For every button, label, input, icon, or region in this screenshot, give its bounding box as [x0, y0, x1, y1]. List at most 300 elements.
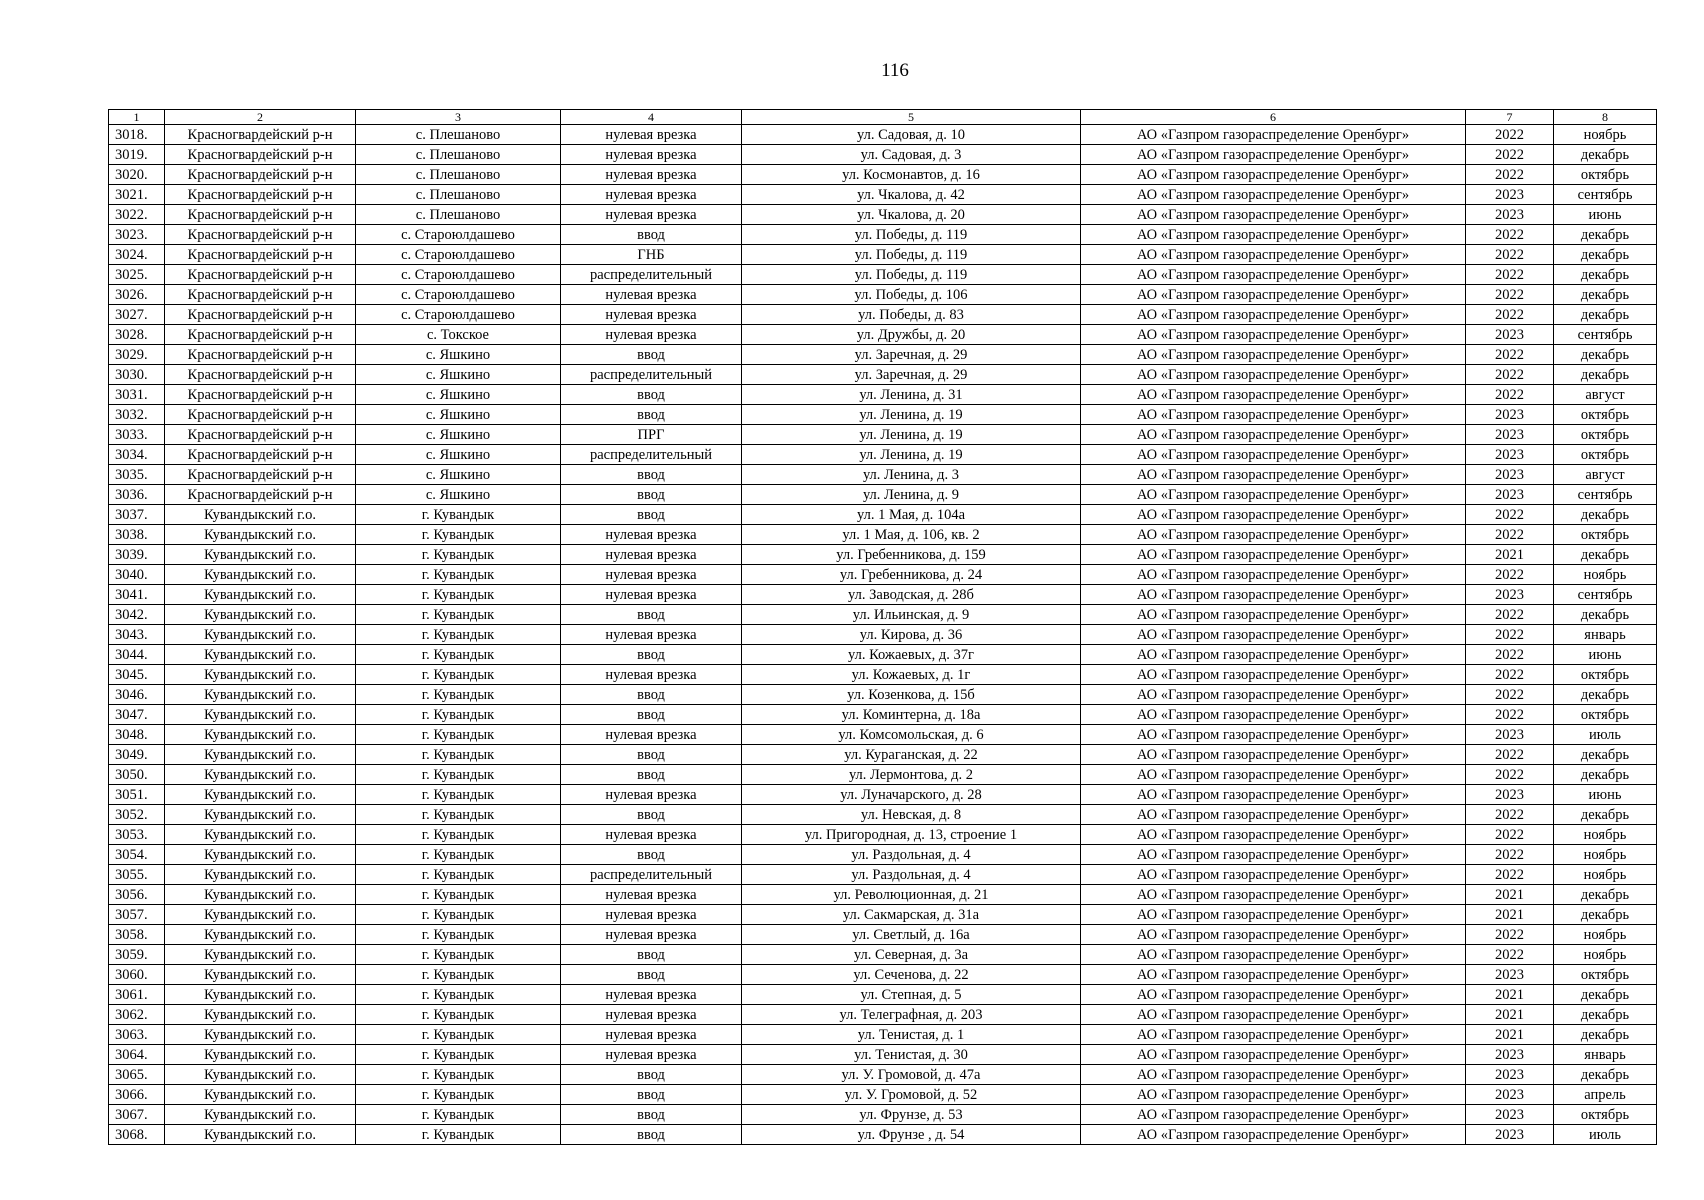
district-cell: Кувандыкский г.о.: [165, 1005, 356, 1025]
organization-cell: АО «Газпром газораспределение Оренбург»: [1081, 405, 1466, 425]
address-cell: ул. Раздольная, д. 4: [742, 865, 1081, 885]
district-cell: Красногвардейский р-н: [165, 465, 356, 485]
month-cell: декабрь: [1554, 605, 1657, 625]
table-row: [109, 1025, 1657, 1045]
district-cell: Красногвардейский р-н: [165, 165, 356, 185]
settlement-cell: с. Яшкино: [356, 345, 561, 365]
work-type-cell: нулевая врезка: [561, 305, 742, 325]
table-row: [109, 265, 1657, 285]
month-cell: ноябрь: [1554, 825, 1657, 845]
month-cell: январь: [1554, 625, 1657, 645]
address-cell: ул. Ленина, д. 9: [742, 485, 1081, 505]
row-number-cell: 3042.: [109, 605, 165, 625]
work-type-cell: нулевая врезка: [561, 185, 742, 205]
work-type-cell: ввод: [561, 1125, 742, 1145]
settlement-cell: г. Кувандык: [356, 565, 561, 585]
year-cell: 2022: [1466, 765, 1554, 785]
district-cell: Кувандыкский г.о.: [165, 905, 356, 925]
organization-cell: АО «Газпром газораспределение Оренбург»: [1081, 1045, 1466, 1065]
month-cell: октябрь: [1554, 405, 1657, 425]
district-cell: Кувандыкский г.о.: [165, 845, 356, 865]
address-cell: ул. Ленина, д. 31: [742, 385, 1081, 405]
organization-cell: АО «Газпром газораспределение Оренбург»: [1081, 685, 1466, 705]
organization-cell: АО «Газпром газораспределение Оренбург»: [1081, 505, 1466, 525]
district-cell: Красногвардейский р-н: [165, 305, 356, 325]
address-cell: ул. Северная, д. 3а: [742, 945, 1081, 965]
work-type-cell: ввод: [561, 345, 742, 365]
year-cell: 2023: [1466, 185, 1554, 205]
row-number-cell: 3043.: [109, 625, 165, 645]
settlement-cell: с. Староюлдашево: [356, 285, 561, 305]
organization-cell: АО «Газпром газораспределение Оренбург»: [1081, 545, 1466, 565]
address-cell: ул. Фрунзе , д. 54: [742, 1125, 1081, 1145]
row-number-cell: 3027.: [109, 305, 165, 325]
settlement-cell: г. Кувандык: [356, 625, 561, 645]
year-cell: 2022: [1466, 225, 1554, 245]
settlement-cell: г. Кувандык: [356, 985, 561, 1005]
settlement-cell: г. Кувандык: [356, 1105, 561, 1125]
settlement-cell: с. Староюлдашево: [356, 305, 561, 325]
month-cell: ноябрь: [1554, 925, 1657, 945]
work-type-cell: ввод: [561, 805, 742, 825]
address-cell: ул. У. Громовой, д. 52: [742, 1085, 1081, 1105]
work-type-cell: распределительный: [561, 865, 742, 885]
work-type-cell: нулевая врезка: [561, 125, 742, 145]
table-row: [109, 985, 1657, 1005]
year-cell: 2022: [1466, 605, 1554, 625]
table-row: [109, 825, 1657, 845]
year-cell: 2022: [1466, 365, 1554, 385]
district-cell: Красногвардейский р-н: [165, 225, 356, 245]
month-cell: декабрь: [1554, 805, 1657, 825]
row-number-cell: 3068.: [109, 1125, 165, 1145]
month-cell: апрель: [1554, 1085, 1657, 1105]
row-number-cell: 3064.: [109, 1045, 165, 1065]
month-cell: июнь: [1554, 205, 1657, 225]
district-cell: Кувандыкский г.о.: [165, 705, 356, 725]
organization-cell: АО «Газпром газораспределение Оренбург»: [1081, 245, 1466, 265]
address-cell: ул. Победы, д. 106: [742, 285, 1081, 305]
table-row: [109, 585, 1657, 605]
organization-cell: АО «Газпром газораспределение Оренбург»: [1081, 325, 1466, 345]
row-number-cell: 3032.: [109, 405, 165, 425]
organization-cell: АО «Газпром газораспределение Оренбург»: [1081, 305, 1466, 325]
organization-cell: АО «Газпром газораспределение Оренбург»: [1081, 665, 1466, 685]
address-cell: ул. Телеграфная, д. 203: [742, 1005, 1081, 1025]
district-cell: Кувандыкский г.о.: [165, 825, 356, 845]
organization-cell: АО «Газпром газораспределение Оренбург»: [1081, 925, 1466, 945]
month-cell: декабрь: [1554, 885, 1657, 905]
organization-cell: АО «Газпром газораспределение Оренбург»: [1081, 525, 1466, 545]
year-cell: 2023: [1466, 485, 1554, 505]
month-cell: декабрь: [1554, 1025, 1657, 1045]
month-cell: декабрь: [1554, 505, 1657, 525]
row-number-cell: 3031.: [109, 385, 165, 405]
table-row: [109, 525, 1657, 545]
row-number-cell: 3018.: [109, 125, 165, 145]
settlement-cell: г. Кувандык: [356, 905, 561, 925]
table-row: [109, 965, 1657, 985]
work-type-cell: нулевая врезка: [561, 165, 742, 185]
year-cell: 2023: [1466, 785, 1554, 805]
organization-cell: АО «Газпром газораспределение Оренбург»: [1081, 345, 1466, 365]
address-cell: ул. Козенкова, д. 15б: [742, 685, 1081, 705]
organization-cell: АО «Газпром газораспределение Оренбург»: [1081, 565, 1466, 585]
settlement-cell: г. Кувандык: [356, 945, 561, 965]
work-type-cell: нулевая врезка: [561, 625, 742, 645]
column-header: 3: [356, 110, 561, 125]
work-type-cell: ввод: [561, 505, 742, 525]
month-cell: июнь: [1554, 785, 1657, 805]
table-row: [109, 925, 1657, 945]
work-type-cell: нулевая врезка: [561, 145, 742, 165]
address-cell: ул. Степная, д. 5: [742, 985, 1081, 1005]
settlement-cell: г. Кувандык: [356, 725, 561, 745]
table-row: [109, 765, 1657, 785]
settlement-cell: г. Кувандык: [356, 505, 561, 525]
settlement-cell: с. Яшкино: [356, 465, 561, 485]
year-cell: 2022: [1466, 845, 1554, 865]
year-cell: 2022: [1466, 665, 1554, 685]
table-header: [109, 110, 1657, 125]
table-row: [109, 885, 1657, 905]
settlement-cell: г. Кувандык: [356, 665, 561, 685]
year-cell: 2023: [1466, 1045, 1554, 1065]
row-number-cell: 3059.: [109, 945, 165, 965]
row-number-cell: 3047.: [109, 705, 165, 725]
address-cell: ул. Заводская, д. 28б: [742, 585, 1081, 605]
row-number-cell: 3065.: [109, 1065, 165, 1085]
settlement-cell: г. Кувандык: [356, 1125, 561, 1145]
settlement-cell: с. Яшкино: [356, 445, 561, 465]
address-cell: ул. Победы, д. 119: [742, 225, 1081, 245]
row-number-cell: 3034.: [109, 445, 165, 465]
month-cell: ноябрь: [1554, 945, 1657, 965]
work-type-cell: нулевая врезка: [561, 205, 742, 225]
year-cell: 2023: [1466, 1065, 1554, 1085]
year-cell: 2023: [1466, 445, 1554, 465]
district-cell: Кувандыкский г.о.: [165, 565, 356, 585]
work-type-cell: ввод: [561, 1105, 742, 1125]
work-type-cell: нулевая врезка: [561, 665, 742, 685]
year-cell: 2021: [1466, 545, 1554, 565]
work-type-cell: ввод: [561, 685, 742, 705]
year-cell: 2021: [1466, 1005, 1554, 1025]
work-type-cell: нулевая врезка: [561, 725, 742, 745]
month-cell: сентябрь: [1554, 585, 1657, 605]
address-cell: ул. Космонавтов, д. 16: [742, 165, 1081, 185]
work-type-cell: ввод: [561, 1085, 742, 1105]
district-cell: Кувандыкский г.о.: [165, 1045, 356, 1065]
row-number-cell: 3066.: [109, 1085, 165, 1105]
district-cell: Кувандыкский г.о.: [165, 525, 356, 545]
year-cell: 2021: [1466, 985, 1554, 1005]
year-cell: 2022: [1466, 625, 1554, 645]
row-number-cell: 3024.: [109, 245, 165, 265]
settlement-cell: с. Яшкино: [356, 485, 561, 505]
year-cell: 2022: [1466, 685, 1554, 705]
table-row: [109, 385, 1657, 405]
month-cell: декабрь: [1554, 345, 1657, 365]
address-cell: ул. Ленина, д. 19: [742, 445, 1081, 465]
year-cell: 2022: [1466, 805, 1554, 825]
year-cell: 2022: [1466, 705, 1554, 725]
year-cell: 2022: [1466, 505, 1554, 525]
work-type-cell: нулевая врезка: [561, 785, 742, 805]
district-cell: Кувандыкский г.о.: [165, 785, 356, 805]
organization-cell: АО «Газпром газораспределение Оренбург»: [1081, 225, 1466, 245]
month-cell: октябрь: [1554, 1105, 1657, 1125]
table-row: [109, 125, 1657, 145]
column-header: 1: [109, 110, 165, 125]
row-number-cell: 3039.: [109, 545, 165, 565]
year-cell: 2023: [1466, 1125, 1554, 1145]
column-header: 8: [1554, 110, 1657, 125]
month-cell: ноябрь: [1554, 865, 1657, 885]
district-cell: Кувандыкский г.о.: [165, 985, 356, 1005]
row-number-cell: 3036.: [109, 485, 165, 505]
column-header: 5: [742, 110, 1081, 125]
work-type-cell: ввод: [561, 965, 742, 985]
address-cell: ул. Победы, д. 119: [742, 265, 1081, 285]
table-row: [109, 745, 1657, 765]
organization-cell: АО «Газпром газораспределение Оренбург»: [1081, 485, 1466, 505]
month-cell: декабрь: [1554, 305, 1657, 325]
address-cell: ул. Гребенникова, д. 24: [742, 565, 1081, 585]
address-cell: ул. Победы, д. 83: [742, 305, 1081, 325]
address-cell: ул. Победы, д. 119: [742, 245, 1081, 265]
settlement-cell: с. Плешаново: [356, 145, 561, 165]
table-row: [109, 545, 1657, 565]
work-type-cell: нулевая врезка: [561, 825, 742, 845]
table-row: [109, 325, 1657, 345]
month-cell: декабрь: [1554, 245, 1657, 265]
month-cell: декабрь: [1554, 265, 1657, 285]
work-type-cell: нулевая врезка: [561, 985, 742, 1005]
address-cell: ул. Луначарского, д. 28: [742, 785, 1081, 805]
row-number-cell: 3057.: [109, 905, 165, 925]
organization-cell: АО «Газпром газораспределение Оренбург»: [1081, 365, 1466, 385]
page-number: 116: [881, 60, 909, 81]
work-type-cell: ввод: [561, 745, 742, 765]
year-cell: 2022: [1466, 645, 1554, 665]
address-cell: ул. Ленина, д. 19: [742, 405, 1081, 425]
address-cell: ул. Кожаевых, д. 1г: [742, 665, 1081, 685]
year-cell: 2022: [1466, 945, 1554, 965]
district-cell: Кувандыкский г.о.: [165, 945, 356, 965]
year-cell: 2022: [1466, 285, 1554, 305]
month-cell: декабрь: [1554, 1065, 1657, 1085]
district-cell: Красногвардейский р-н: [165, 205, 356, 225]
district-cell: Красногвардейский р-н: [165, 345, 356, 365]
address-cell: ул. Садовая, д. 10: [742, 125, 1081, 145]
organization-cell: АО «Газпром газораспределение Оренбург»: [1081, 785, 1466, 805]
address-cell: ул. Гребенникова, д. 159: [742, 545, 1081, 565]
year-cell: 2021: [1466, 1025, 1554, 1045]
organization-cell: АО «Газпром газораспределение Оренбург»: [1081, 885, 1466, 905]
table-row: [109, 305, 1657, 325]
settlement-cell: г. Кувандык: [356, 605, 561, 625]
organization-cell: АО «Газпром газораспределение Оренбург»: [1081, 845, 1466, 865]
organization-cell: АО «Газпром газораспределение Оренбург»: [1081, 585, 1466, 605]
month-cell: октябрь: [1554, 965, 1657, 985]
organization-cell: АО «Газпром газораспределение Оренбург»: [1081, 965, 1466, 985]
district-cell: Кувандыкский г.о.: [165, 545, 356, 565]
district-cell: Красногвардейский р-н: [165, 145, 356, 165]
row-number-cell: 3060.: [109, 965, 165, 985]
settlement-cell: г. Кувандык: [356, 785, 561, 805]
month-cell: ноябрь: [1554, 125, 1657, 145]
table-row: [109, 425, 1657, 445]
district-cell: Красногвардейский р-н: [165, 245, 356, 265]
settlement-cell: г. Кувандык: [356, 925, 561, 945]
organization-cell: АО «Газпром газораспределение Оренбург»: [1081, 865, 1466, 885]
organization-cell: АО «Газпром газораспределение Оренбург»: [1081, 1125, 1466, 1145]
column-header: 6: [1081, 110, 1466, 125]
settlement-cell: г. Кувандык: [356, 1065, 561, 1085]
year-cell: 2023: [1466, 325, 1554, 345]
table-row: [109, 225, 1657, 245]
year-cell: 2022: [1466, 165, 1554, 185]
district-cell: Кувандыкский г.о.: [165, 1105, 356, 1125]
table-body: [109, 125, 1657, 1145]
organization-cell: АО «Газпром газораспределение Оренбург»: [1081, 625, 1466, 645]
table-row: [109, 685, 1657, 705]
organization-cell: АО «Газпром газораспределение Оренбург»: [1081, 205, 1466, 225]
row-number-cell: 3028.: [109, 325, 165, 345]
month-cell: октябрь: [1554, 525, 1657, 545]
organization-cell: АО «Газпром газораспределение Оренбург»: [1081, 905, 1466, 925]
work-type-cell: распределительный: [561, 445, 742, 465]
district-cell: Красногвардейский р-н: [165, 325, 356, 345]
address-cell: ул. Сеченова, д. 22: [742, 965, 1081, 985]
settlement-cell: с. Плешаново: [356, 125, 561, 145]
work-type-cell: ввод: [561, 705, 742, 725]
district-cell: Красногвардейский р-н: [165, 385, 356, 405]
address-cell: ул. Тенистая, д. 1: [742, 1025, 1081, 1045]
settlement-cell: г. Кувандык: [356, 865, 561, 885]
work-type-cell: ввод: [561, 405, 742, 425]
month-cell: декабрь: [1554, 745, 1657, 765]
month-cell: декабрь: [1554, 145, 1657, 165]
organization-cell: АО «Газпром газораспределение Оренбург»: [1081, 385, 1466, 405]
settlement-cell: г. Кувандык: [356, 845, 561, 865]
work-type-cell: нулевая врезка: [561, 285, 742, 305]
month-cell: декабрь: [1554, 1005, 1657, 1025]
table-row: [109, 705, 1657, 725]
row-number-cell: 3046.: [109, 685, 165, 705]
row-number-cell: 3026.: [109, 285, 165, 305]
table-row: [109, 665, 1657, 685]
settlement-cell: г. Кувандык: [356, 965, 561, 985]
settlement-cell: г. Кувандык: [356, 825, 561, 845]
district-cell: Кувандыкский г.о.: [165, 585, 356, 605]
organization-cell: АО «Газпром газораспределение Оренбург»: [1081, 125, 1466, 145]
address-cell: ул. Ленина, д. 3: [742, 465, 1081, 485]
settlement-cell: г. Кувандык: [356, 1045, 561, 1065]
organization-cell: АО «Газпром газораспределение Оренбург»: [1081, 605, 1466, 625]
organization-cell: АО «Газпром газораспределение Оренбург»: [1081, 1025, 1466, 1045]
district-cell: Кувандыкский г.о.: [165, 1125, 356, 1145]
row-number-cell: 3051.: [109, 785, 165, 805]
month-cell: август: [1554, 385, 1657, 405]
year-cell: 2023: [1466, 205, 1554, 225]
organization-cell: АО «Газпром газораспределение Оренбург»: [1081, 1005, 1466, 1025]
settlement-cell: с. Яшкино: [356, 385, 561, 405]
table-row: [109, 285, 1657, 305]
table-row: [109, 405, 1657, 425]
row-number-cell: 3037.: [109, 505, 165, 525]
month-cell: сентябрь: [1554, 485, 1657, 505]
row-number-cell: 3019.: [109, 145, 165, 165]
table-row: [109, 165, 1657, 185]
table-row: [109, 565, 1657, 585]
district-cell: Красногвардейский р-н: [165, 405, 356, 425]
address-cell: ул. Ильинская, д. 9: [742, 605, 1081, 625]
organization-cell: АО «Газпром газораспределение Оренбург»: [1081, 725, 1466, 745]
year-cell: 2023: [1466, 425, 1554, 445]
table-row: [109, 1045, 1657, 1065]
row-number-cell: 3048.: [109, 725, 165, 745]
work-type-cell: нулевая врезка: [561, 545, 742, 565]
table-row: [109, 365, 1657, 385]
organization-cell: АО «Газпром газораспределение Оренбург»: [1081, 285, 1466, 305]
settlement-cell: с. Староюлдашево: [356, 225, 561, 245]
row-number-cell: 3062.: [109, 1005, 165, 1025]
organization-cell: АО «Газпром газораспределение Оренбург»: [1081, 765, 1466, 785]
month-cell: декабрь: [1554, 905, 1657, 925]
address-cell: ул. Чкалова, д. 20: [742, 205, 1081, 225]
organization-cell: АО «Газпром газораспределение Оренбург»: [1081, 745, 1466, 765]
month-cell: октябрь: [1554, 445, 1657, 465]
address-cell: ул. Лермонтова, д. 2: [742, 765, 1081, 785]
organization-cell: АО «Газпром газораспределение Оренбург»: [1081, 945, 1466, 965]
year-cell: 2023: [1466, 965, 1554, 985]
district-cell: Кувандыкский г.о.: [165, 865, 356, 885]
table-row: [109, 845, 1657, 865]
settlement-cell: г. Кувандык: [356, 805, 561, 825]
table-row: [109, 1005, 1657, 1025]
row-number-cell: 3061.: [109, 985, 165, 1005]
year-cell: 2022: [1466, 245, 1554, 265]
work-type-cell: нулевая врезка: [561, 1005, 742, 1025]
work-type-cell: нулевая врезка: [561, 565, 742, 585]
work-type-cell: ГНБ: [561, 245, 742, 265]
organization-cell: АО «Газпром газораспределение Оренбург»: [1081, 465, 1466, 485]
district-cell: Красногвардейский р-н: [165, 485, 356, 505]
column-header: 7: [1466, 110, 1554, 125]
address-cell: ул. Коминтерна, д. 18а: [742, 705, 1081, 725]
table-row: [109, 945, 1657, 965]
district-cell: Кувандыкский г.о.: [165, 1065, 356, 1085]
organization-cell: АО «Газпром газораспределение Оренбург»: [1081, 165, 1466, 185]
month-cell: июль: [1554, 725, 1657, 745]
year-cell: 2021: [1466, 905, 1554, 925]
year-cell: 2022: [1466, 525, 1554, 545]
district-cell: Красногвардейский р-н: [165, 365, 356, 385]
work-type-cell: ввод: [561, 845, 742, 865]
table-row: [109, 465, 1657, 485]
organization-cell: АО «Газпром газораспределение Оренбург»: [1081, 645, 1466, 665]
settlement-cell: г. Кувандык: [356, 645, 561, 665]
district-cell: Кувандыкский г.о.: [165, 805, 356, 825]
table-row: [109, 145, 1657, 165]
settlement-cell: с. Плешаново: [356, 165, 561, 185]
table-row: [109, 1085, 1657, 1105]
row-number-cell: 3045.: [109, 665, 165, 685]
organization-cell: АО «Газпром газораспределение Оренбург»: [1081, 425, 1466, 445]
row-number-cell: 3023.: [109, 225, 165, 245]
